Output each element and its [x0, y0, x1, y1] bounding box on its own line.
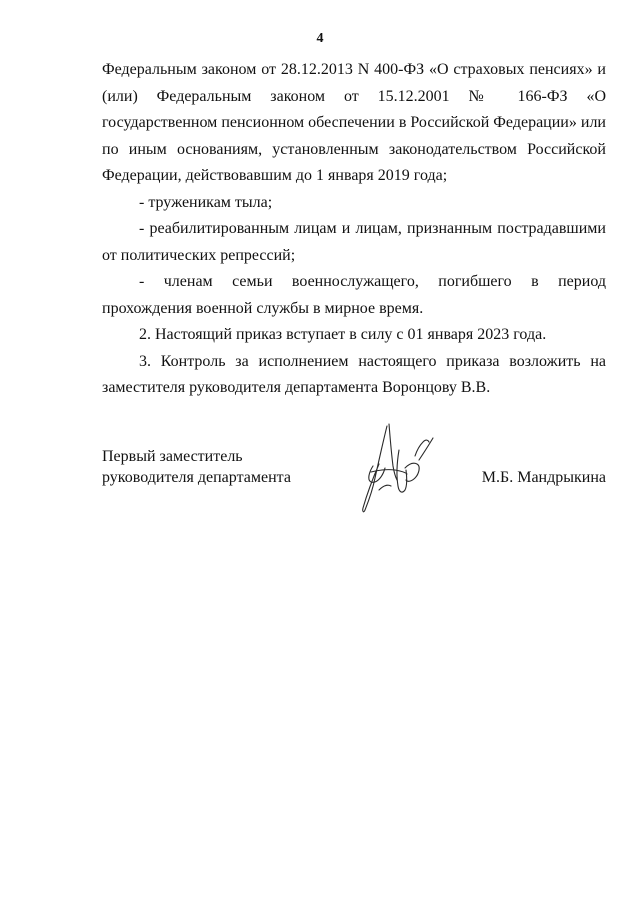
signer-position-line2: руководителя департамента: [102, 469, 291, 486]
paragraph-rehabilitated-persons: - реабилитированным лицам и лицам, признанным пострадавшими от политических репрессий;: [102, 220, 606, 264]
paragraph-home-front-workers: - труженикам тыла;: [139, 193, 273, 211]
paragraph-control-assignment: 3. Контроль за исполнением настоящего приказа возложить на заместителя руководителя департамента Воронцову В.В.: [102, 352, 606, 396]
handwritten-signature: [349, 420, 439, 515]
signer-name: М.Б. Мандрыкина: [481, 469, 606, 486]
document-body: [102, 57, 606, 402]
signer-position-line1: Первый заместитель: [102, 448, 243, 465]
page-number: 4: [316, 31, 324, 46]
signer-position: [102, 446, 291, 488]
paragraph-military-families: - членам семьи военнослужащего, погибшего в период прохождения военной службы в мирное время.: [102, 273, 606, 317]
paragraph-pension-laws: Федеральным законом от 28.12.2013 N 400-ФЗ «О страховых пенсиях» и (или) Федеральным законом от 15.12.2001 № 166-ФЗ «О государственном пенсионном обеспечении в Российской Федерации» или по иным основаниям, установленным законодательством Российской Федерации, действовавшим до 1 января 2019 года;: [102, 61, 606, 184]
paragraph-effective-date: 2. Настоящий приказ вступает в силу с 01 января 2023 года.: [139, 326, 547, 343]
